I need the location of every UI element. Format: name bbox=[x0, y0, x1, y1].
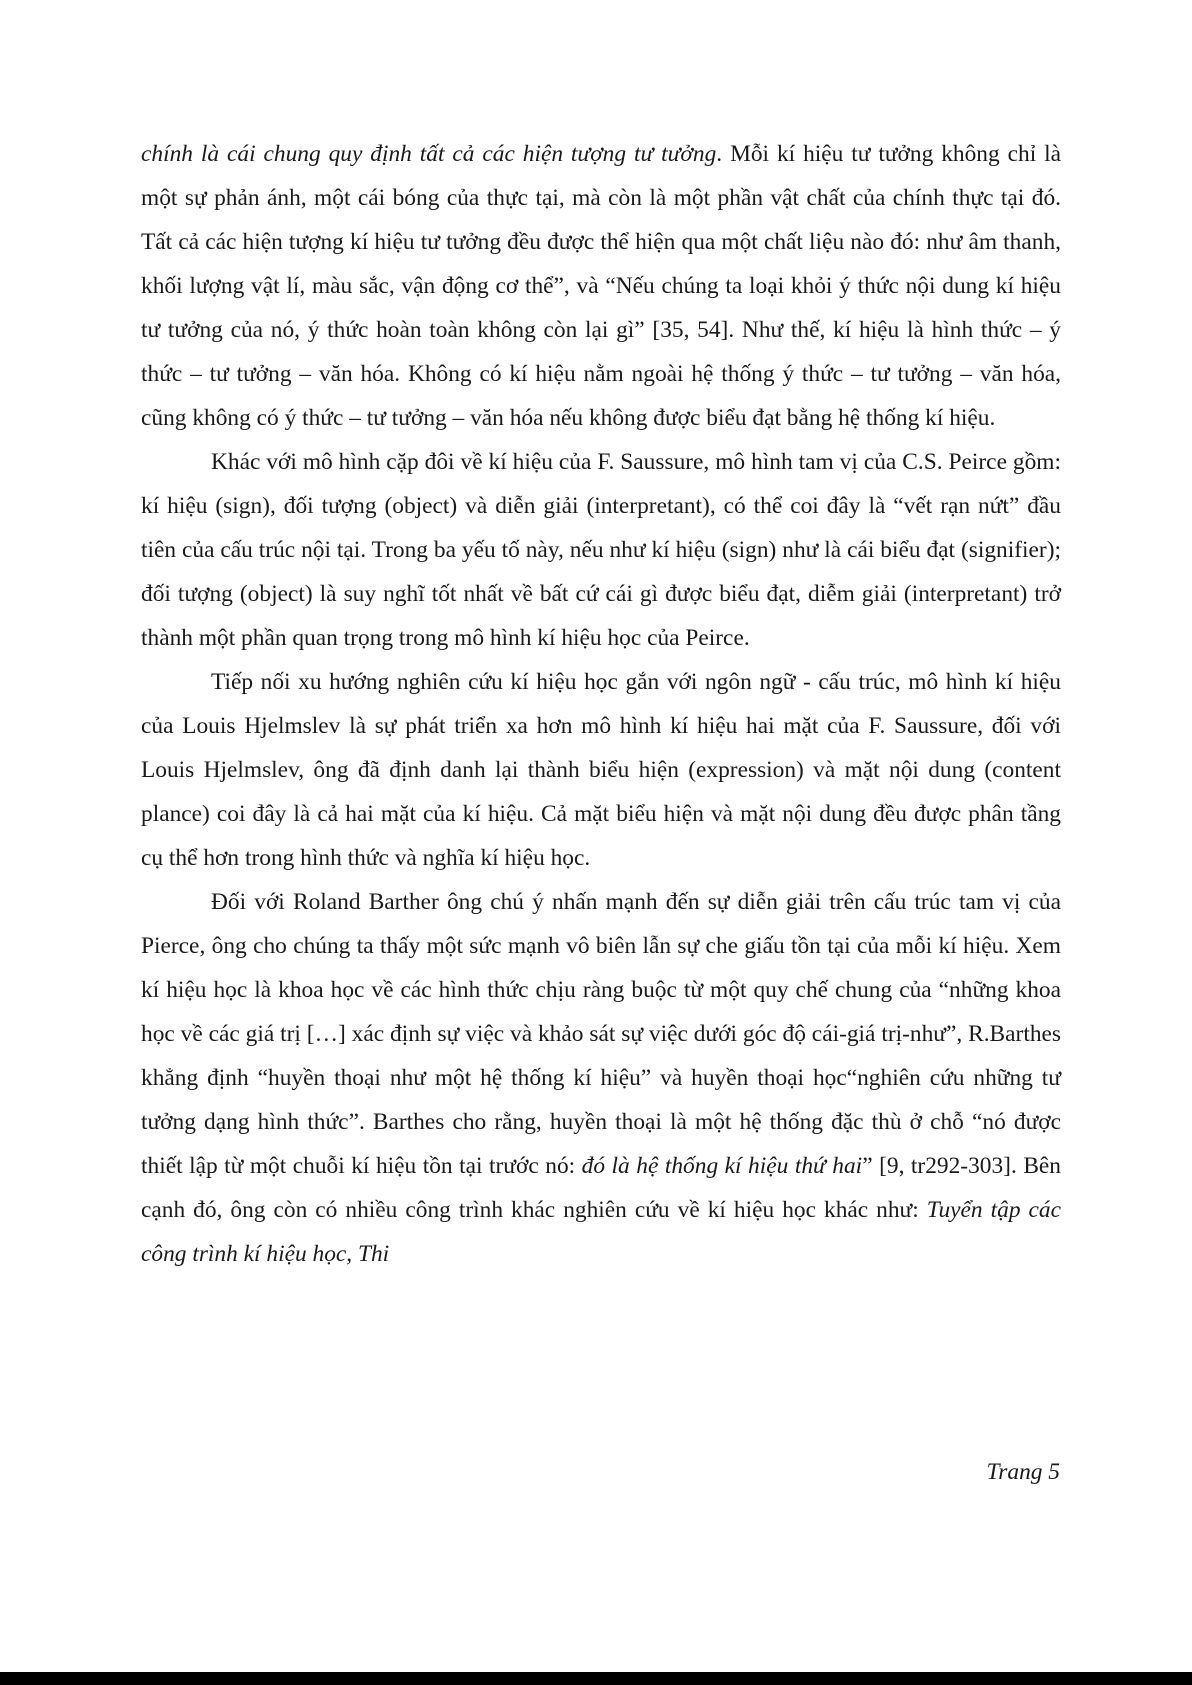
italic-text-run: Tuyển tập các công trình kí hiệu học, Thi bbox=[141, 1197, 1061, 1267]
text-run: Khác với mô hình cặp đôi về kí hiệu của F. Saussure, mô hình tam vị của C.S. Peirce gồm: kí hiệu (sign), đối tượng (object) và diễn giải (interpretant), có thể coi đây là “vết rạn nứt” đầu tiên của cấu trúc nội tại. Trong ba yếu tố này, nếu như kí hiệu (sign) như là cái biểu đạt (signifier); đối tượng (object) là suy nghĩ tốt nhất về bất cứ cái gì được biểu đạt, diễm giải (interpretant) trở thành một phần quan trọng trong mô hình kí hiệu học của Peirce. bbox=[141, 449, 1061, 651]
text-run: Tiếp nối xu hướng nghiên cứu kí hiệu học gắn với ngôn ngữ - cấu trúc, mô hình kí hiệu của Louis Hjelmslev là sự phát triển xa hơn mô hình kí hiệu hai mặt của F. Saussure, đối với Louis Hjelmslev, ông đã định danh lại thành biểu hiện (expression) và mặt nội dung (content plance) coi đây là cả hai mặt của kí hiệu. Cả mặt biểu hiện và mặt nội dung đều được phân tầng cụ thể hơn trong hình thức và nghĩa kí hiệu học. bbox=[141, 669, 1061, 871]
italic-text-run: chính là cái chung quy định tất cả các hiện tượng tư tưởng bbox=[141, 141, 717, 167]
page-number: Trang 5 bbox=[986, 1459, 1060, 1485]
paragraph bbox=[141, 880, 1061, 1276]
paragraph bbox=[141, 132, 1061, 440]
text-run: Đối với Roland Barther ông chú ý nhấn mạnh đến sự diễn giải trên cấu trúc tam vị của Pierce, ông cho chúng ta thấy một sức mạnh vô biên lẫn sự che giấu tồn tại của mỗi kí hiệu. Xem kí hiệu học là khoa học về các hình thức chịu ràng buộc từ một quy chế chung của “những khoa học về các giá trị […] xác định sự việc và khảo sát sự việc dưới góc độ cái-giá trị-như”, R.Barthes khẳng định “huyền thoại như một hệ thống kí hiệu” và huyền thoại học“nghiên cứu những tư tưởng dạng hình thức”. Barthes cho rằng, huyền thoại là một hệ thống đặc thù ở chỗ “nó được thiết lập từ một chuỗi kí hiệu tồn tại trước nó: bbox=[141, 889, 1061, 1179]
bottom-edge-bar bbox=[0, 1672, 1192, 1685]
paragraph bbox=[141, 440, 1061, 660]
body-text bbox=[141, 132, 1061, 1276]
italic-text-run: đó là hệ thống kí hiệu thứ hai bbox=[581, 1153, 863, 1179]
text-run: . Mỗi kí hiệu tư tưởng không chỉ là một sự phản ánh, một cái bóng của thực tại, mà còn là một phần vật chất của chính thực tại đó. Tất cả các hiện tượng kí hiệu tư tưởng đều được thể hiện qua một chất liệu nào đó: như âm thanh, khối lượng vật lí, màu sắc, vận động cơ thể”, và “Nếu chúng ta loại khỏi ý thức nội dung kí hiệu tư tưởng của nó, ý thức hoàn toàn không còn lại gì” [35, 54]. Như thế, kí hiệu là hình thức – ý thức – tư tưởng – văn hóa. Không có kí hiệu nằm ngoài hệ thống ý thức – tư tưởng – văn hóa, cũng không có ý thức – tư tưởng – văn hóa nếu không được biểu đạt bằng hệ thống kí hiệu. bbox=[141, 141, 1061, 431]
paragraph bbox=[141, 660, 1061, 880]
text-run: ” [9, tr292-303]. Bên cạnh đó, ông còn có nhiều công trình khác nghiên cứu về kí hiệu học khác như: bbox=[141, 1153, 1062, 1223]
